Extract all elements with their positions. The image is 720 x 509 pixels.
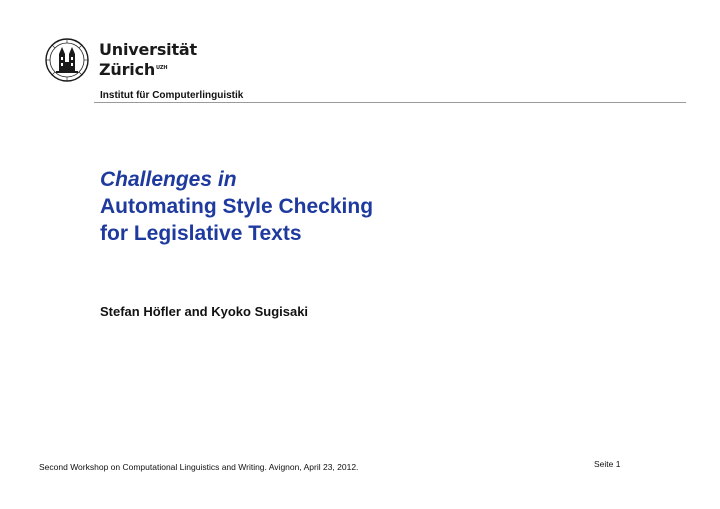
footer-event: Second Workshop on Computational Linguistics and Writing. Avignon, April 23, 2012. bbox=[39, 462, 359, 472]
page-number: Seite 1 bbox=[594, 459, 621, 469]
slide-title bbox=[100, 166, 373, 247]
university-abbreviation: UZH bbox=[156, 65, 168, 71]
university-seal-icon bbox=[45, 38, 89, 82]
university-name bbox=[99, 41, 197, 79]
institute-name: Institut für Computerlinguistik bbox=[100, 90, 244, 101]
header-divider bbox=[94, 102, 686, 103]
title-line-3: for Legislative Texts bbox=[100, 222, 302, 245]
university-name-line1: Universität bbox=[99, 40, 197, 59]
title-line-1: Challenges in bbox=[100, 168, 237, 191]
authors: Stefan Höfler and Kyoko Sugisaki bbox=[100, 304, 309, 319]
university-name-line2: Zürich bbox=[99, 60, 156, 80]
title-line-2: Automating Style Checking bbox=[100, 195, 374, 218]
university-logo bbox=[45, 38, 197, 82]
